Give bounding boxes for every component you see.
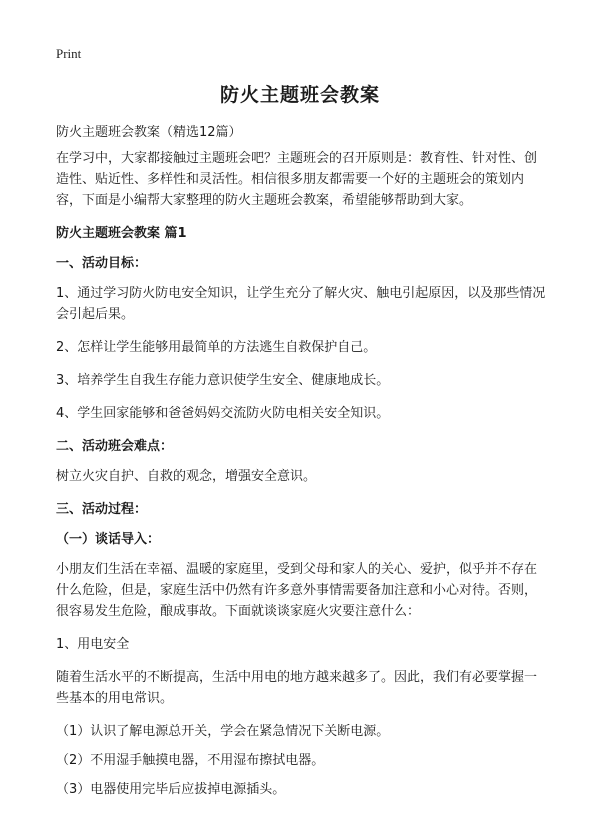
heading-goals: 一、活动目标： xyxy=(56,256,148,271)
goal-item: 1、通过学习防火防电安全知识，让学生充分了解火灾、触电引起原因，以及那些情况会引起后果。 xyxy=(56,286,546,322)
tip-item: （1）认识了解电源总开关，学会在紧急情况下关断电源。 xyxy=(56,724,390,739)
heading-difficulty: 二、活动班会难点： xyxy=(56,439,174,454)
tip-item: （2）不用湿手触摸电器，不用湿布擦拭电器。 xyxy=(56,753,325,768)
electric-safety-paragraph: 随着生活水平的不断提高，生活中用电的地方越来越多了。因此，我们有必要掌握一些基本的用电常识。 xyxy=(56,670,538,706)
subheading-intro: （一）谈话导入： xyxy=(56,532,161,547)
goal-item: 4、学生回家能够和爸爸妈妈交流防火防电相关安全知识。 xyxy=(56,406,390,421)
tip-item: （3）电器使用完毕后应拔掉电源插头。 xyxy=(56,782,286,797)
intro-paragraph: 在学习中，大家都接触过主题班会吧？主题班会的召开原则是：教育性、针对性、创造性、贴近性、多样性和灵活性。相信很多朋友都需要一个好的主题班会的策划内容，下面是小编帮大家整理的防火主题班会教案，希望能够帮助到大家。 xyxy=(56,151,538,208)
section-title: 防火主题班会教案 篇1 xyxy=(56,226,187,241)
difficulty-paragraph: 树立火灾自护、自救的观念，增强安全意识。 xyxy=(56,469,317,484)
goal-item: 2、怎样让学生能够用最简单的方法逃生自救保护自己。 xyxy=(56,340,377,355)
page-subtitle: 防火主题班会教案（精选12篇） xyxy=(56,125,242,140)
goal-item: 3、培养学生自我生存能力意识使学生安全、健康地成长。 xyxy=(56,373,390,388)
heading-process: 三、活动过程： xyxy=(56,502,148,517)
intro-talk-paragraph: 小朋友们生活在幸福、温暖的家庭里，受到父母和家人的关心、爱护，似乎并不存在什么危险，但是，家庭生活中仍然有许多意外事情需要备加注意和小心对待。否则，很容易发生危险，酿成事故。下面就谈谈家庭火灾要注意什么： xyxy=(56,562,538,619)
page-title: 防火主题班会教案 xyxy=(219,84,380,106)
article-body xyxy=(56,148,546,808)
print-link[interactable]: Print xyxy=(56,46,82,61)
item-electric-safety: 1、用电安全 xyxy=(56,637,130,652)
